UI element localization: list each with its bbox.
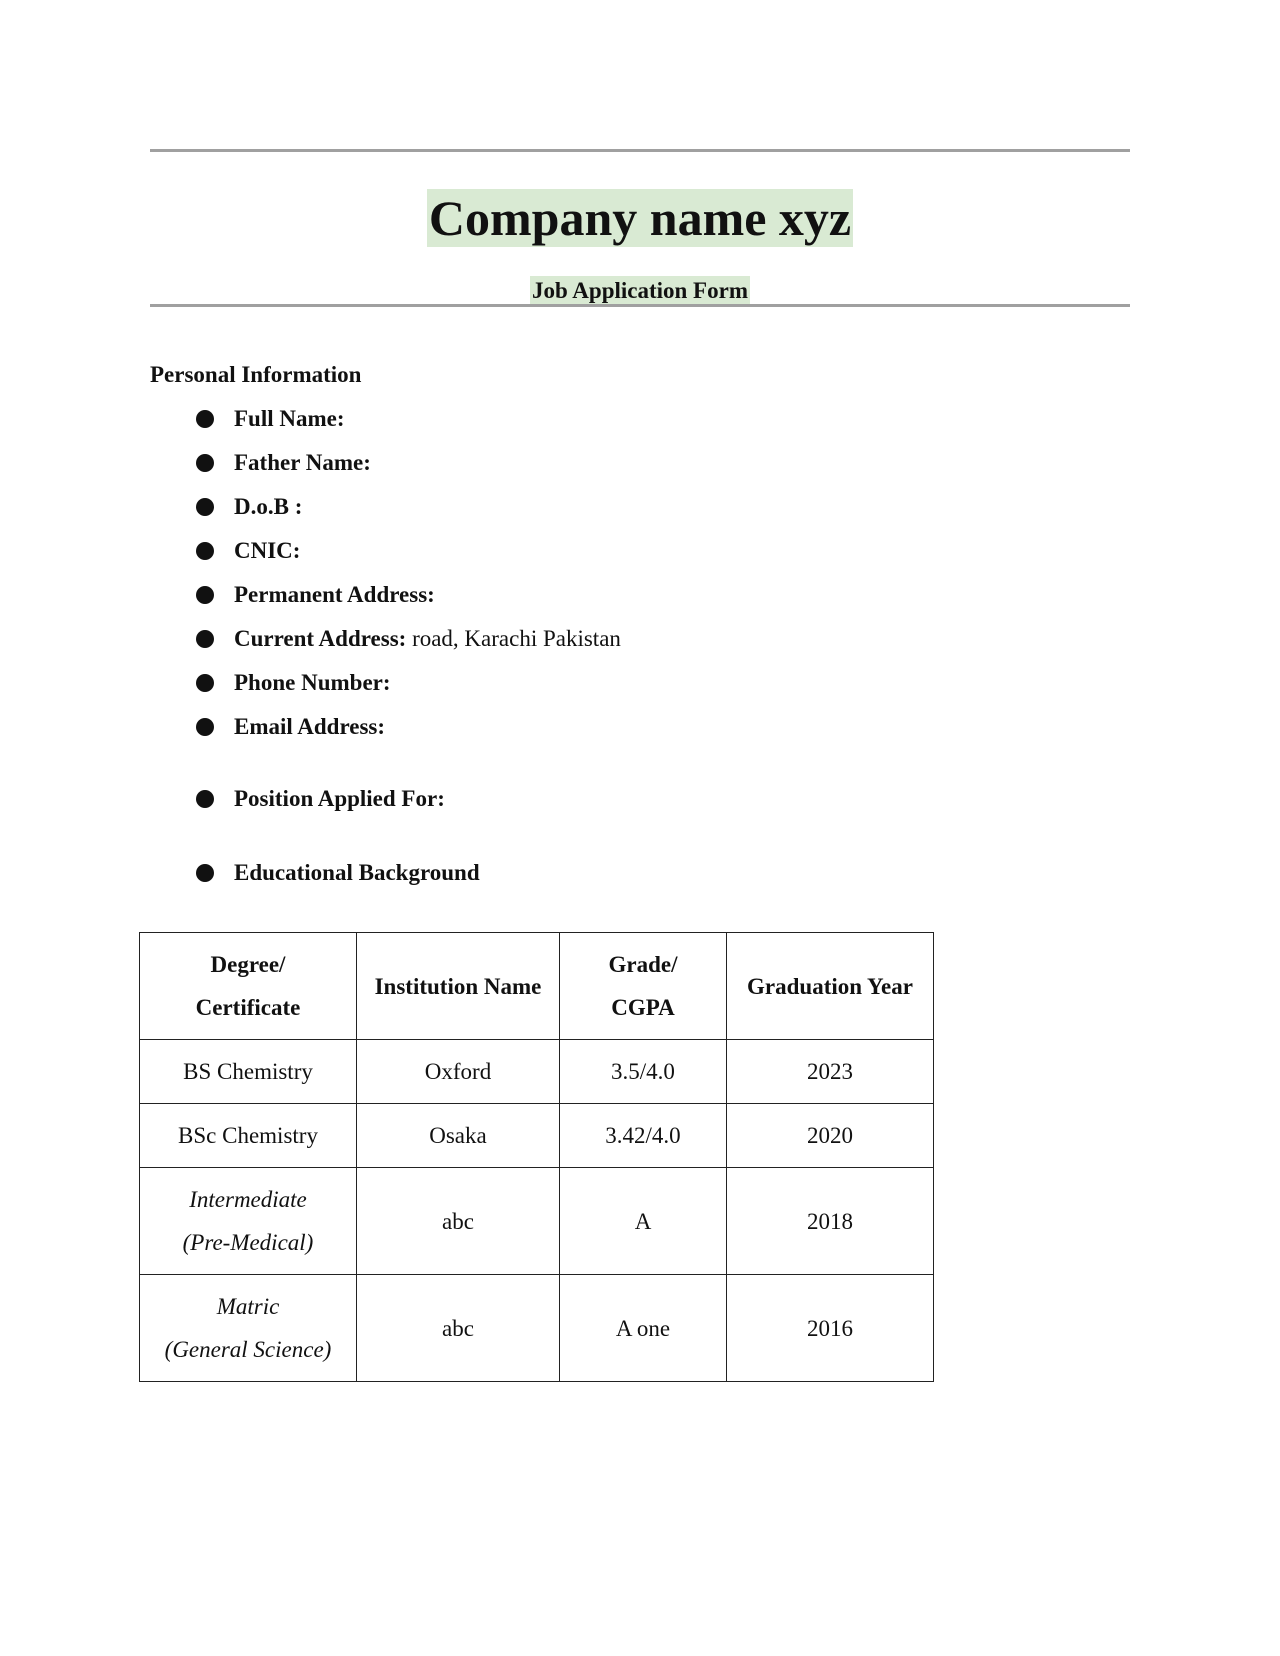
- bottom-divider: [150, 304, 1130, 307]
- table-row: [140, 1104, 934, 1168]
- header-grade-line1: Grade/: [608, 952, 678, 977]
- cell-degree: [140, 1275, 357, 1382]
- field-father-name: [196, 448, 371, 478]
- field-label: CNIC:: [234, 538, 301, 563]
- cell-grade: A one: [560, 1275, 727, 1382]
- bullet-icon: [196, 864, 214, 882]
- table-header-row: [140, 933, 934, 1040]
- cell-degree: BSc Chemistry: [140, 1104, 357, 1168]
- field-email-address: [196, 712, 385, 742]
- field-dob: [196, 492, 302, 522]
- cell-grade: 3.42/4.0: [560, 1104, 727, 1168]
- cell-year: 2023: [727, 1040, 934, 1104]
- table-row: [140, 1275, 934, 1382]
- bullet-icon: [196, 630, 214, 648]
- bullet-icon: [196, 790, 214, 808]
- cell-grade: A: [560, 1168, 727, 1275]
- field-position-applied: [196, 784, 445, 814]
- cell-degree-line2: (Pre-Medical): [182, 1230, 314, 1255]
- field-label: Educational Background: [234, 860, 480, 885]
- bullet-icon: [196, 542, 214, 560]
- header-degree-line2: Certificate: [195, 995, 301, 1020]
- form-title: Job Application Form: [530, 276, 750, 306]
- bullet-icon: [196, 718, 214, 736]
- field-label: Permanent Address:: [234, 582, 435, 607]
- field-label: D.o.B :: [234, 494, 303, 519]
- bullet-icon: [196, 586, 214, 604]
- field-label: Phone Number:: [234, 670, 391, 695]
- field-permanent-address: [196, 580, 435, 610]
- field-label: Position Applied For:: [234, 786, 445, 811]
- field-label: Current Address:: [234, 626, 407, 651]
- bullet-icon: [196, 498, 214, 516]
- company-name-title: Company name xyz: [428, 190, 852, 246]
- personal-info-heading: Personal Information: [150, 362, 362, 387]
- table-row: [140, 1168, 934, 1275]
- cell-year: 2020: [727, 1104, 934, 1168]
- field-label: Full Name:: [234, 406, 345, 431]
- field-value: road, Karachi Pakistan: [406, 626, 621, 651]
- cell-degree-line1: Intermediate: [189, 1187, 307, 1212]
- table-row: [140, 1040, 934, 1104]
- field-phone-number: [196, 668, 391, 698]
- field-label: Father Name:: [234, 450, 371, 475]
- subtitle-container: [0, 276, 1280, 306]
- bullet-icon: [196, 410, 214, 428]
- header-year: Graduation Year: [727, 933, 934, 1040]
- field-label: Email Address:: [234, 714, 386, 739]
- header-grade: [560, 933, 727, 1040]
- field-full-name: [196, 404, 345, 434]
- cell-grade: 3.5/4.0: [560, 1040, 727, 1104]
- cell-degree-line2: (General Science): [164, 1337, 332, 1362]
- cell-institution: abc: [357, 1168, 560, 1275]
- cell-institution: abc: [357, 1275, 560, 1382]
- cell-degree: BS Chemistry: [140, 1040, 357, 1104]
- top-divider: [150, 149, 1130, 152]
- header-institution: Institution Name: [357, 933, 560, 1040]
- bullet-icon: [196, 674, 214, 692]
- header-degree: [140, 933, 357, 1040]
- cell-institution: Oxford: [357, 1040, 560, 1104]
- educational-background-heading: [196, 858, 480, 888]
- cell-degree-line1: Matric: [216, 1294, 280, 1319]
- bullet-icon: [196, 454, 214, 472]
- header-grade-line2: CGPA: [611, 995, 675, 1020]
- title-container: [0, 189, 1280, 247]
- cell-year: 2016: [727, 1275, 934, 1382]
- education-table: [139, 932, 934, 1382]
- field-cnic: [196, 536, 300, 566]
- cell-institution: Osaka: [357, 1104, 560, 1168]
- cell-year: 2018: [727, 1168, 934, 1275]
- cell-degree: [140, 1168, 357, 1275]
- field-current-address: [196, 624, 621, 654]
- header-degree-line1: Degree/: [210, 952, 286, 977]
